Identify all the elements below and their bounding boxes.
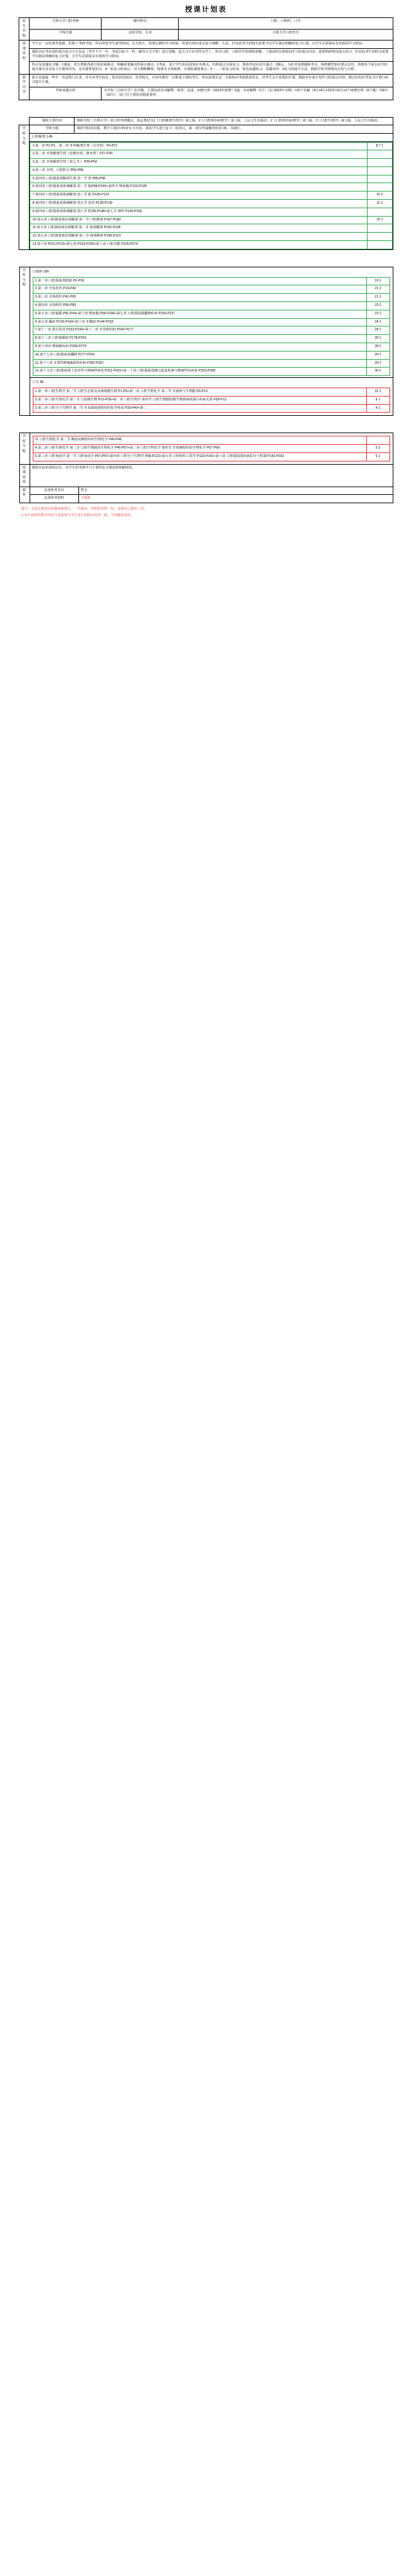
cell-effect-text: 课程目标形成知识点，对学生的考研学习主要的复习情况和理解情况。: [30, 464, 393, 487]
label-course-main: 课程主要内容: [30, 117, 75, 125]
plan-item-hours: [367, 183, 392, 192]
plan-item-text: 7.第四章 口腔颌面部系统解剖 第三节 肌 P105-P123: [30, 192, 367, 200]
list-item: [33, 285, 390, 294]
plan-list-histology: [33, 277, 390, 377]
row-label-content: 教 学 内 容: [19, 74, 30, 100]
plan-list-biology-cont: [33, 436, 390, 461]
list-item: [30, 192, 392, 200]
section-title-histology: 口组病 16h: [32, 269, 49, 274]
list-item: [30, 150, 392, 159]
list-item: [33, 436, 390, 445]
content-table-2: [19, 267, 393, 416]
sheet-3: [0, 267, 412, 416]
header-table: [19, 17, 393, 100]
plan-item-text: 2.第二章 牙体发育 P19-P40: [33, 285, 366, 294]
label-required-books: 必备参考书目: [30, 487, 78, 495]
table-row: [19, 514, 393, 520]
value-required-materials: 习题集: [78, 495, 393, 503]
plan-item-hours: [367, 150, 392, 159]
list-item: [33, 310, 390, 318]
row-label-alloc-3: 学 时 分 配: [19, 433, 30, 464]
plan-item-hours: [367, 159, 392, 167]
table-row: [19, 87, 393, 100]
list-item: [30, 200, 392, 208]
plan-item-text: 12.第五章 口腔颌面部局部解剖 第三节 颌部解剖 P196-P210: [30, 233, 367, 241]
table-row: [19, 74, 393, 87]
cell-subject-label: 辅导科目: [102, 18, 179, 30]
label-required-materials: 必备参考资料: [30, 495, 78, 503]
cell-exam-analysis-text: 本学校（吉林大学）近年题，主要包括名词解释、简答、论述。病例分析（2023年新增）5道，名词解释（5个）(以 2023年为例）×15个名解（4分+4分+简答×10分+2个病例分析（8个题）×30分（10分），每门共主要的真题重要率。: [102, 87, 393, 100]
sheet-2: [0, 117, 412, 250]
list-item: [30, 175, 392, 183]
list-item: [33, 302, 390, 310]
list-item: [30, 166, 392, 175]
table-row: [19, 495, 393, 503]
plan-item-hours: [367, 166, 392, 175]
plan-item-hours: 19 1: [366, 277, 390, 285]
plan-item-text: 1.第一章 P1-P1、第二章 牙体解剖生理（尖牙组）P4-P27: [30, 142, 367, 150]
plan-item-hours: [367, 175, 392, 183]
plan-item-hours: [367, 208, 392, 216]
cell-desc-1: 学生在一定的备考基础、但除了考研学校，所以回复考生备考时间，压力较大。需要足够的学习时间，需要有谈好重点复习策略、方法，针对此考生的特点需要予以学生制定明确的复习计划，且学生必须保证有充裕的学习时间。: [30, 40, 393, 49]
list-item: [30, 159, 392, 167]
table-row: [19, 267, 393, 377]
plan-item-hours: 15 1: [367, 216, 392, 224]
section-title-biology: 口生 8h: [32, 380, 44, 385]
cell-school: 吉林大学口腔考研: [30, 18, 102, 30]
plan-item-hours: [367, 224, 392, 233]
plan-item-hours: 24 1: [366, 318, 390, 326]
list-item: [30, 224, 392, 233]
list-item: [30, 233, 392, 241]
plan-item-hours: [366, 436, 390, 445]
page-title: 授课计划表: [185, 6, 227, 13]
list-item: [33, 388, 390, 397]
cell-major-label: 适用学校、专业: [102, 29, 179, 40]
footer-note-1: 提示：1.此计划表由招课老师填写，一式两份，经机构审核一份，老师自己保存一份。: [21, 506, 148, 511]
cell-desc-3: 特点及真题复习题：1课前，充分把握各部分知识重难点，明确需要解决的重点难点；2考前，基于学生的高效知识有难点，归纳重点全面复习，帮助考试应试并通过；3课后，为针对易错题和考点，围绕题型知识要点总结，找到各个重点章节的重点难点及其复习方案的内容，及对重要知识点、4一轮复习结束后，对大纲和概要，将课本全部梳理，自我检测重难点；5一、三轮复习结束，要也真题练习，真题串讲；6复习的提升方法，根据学校考核情况总结与分析。: [30, 61, 393, 74]
table-row: [19, 133, 393, 141]
list-item: [33, 404, 390, 413]
plan-item-text: 7.第十一章 根尖周炎 P153-P159+第十二章 牙周组织病 P160-P177: [33, 326, 366, 335]
plan-item-text: 1.第一章 口腔颌面部胚胎 P2-P18: [33, 277, 366, 285]
list-item: [33, 396, 390, 404]
cell-mode: 介线学视: [30, 29, 102, 40]
list-item: [33, 343, 390, 352]
list-item: [33, 359, 390, 368]
plan-item-text: 9.第十四章 唾液腺疾病 P234-P276: [33, 343, 366, 352]
cell-major-value: 吉林大学口腔医学: [179, 29, 393, 40]
cell-section-title-anatomy: 口腔解剖 1-8h: [30, 133, 393, 141]
plan-item-text: 11.第十八章 牙源性肿瘤&颌骨疾病 P292-P310: [33, 359, 366, 368]
plan-item-hours: [367, 241, 392, 249]
plan-item-hours: 23 2: [366, 302, 390, 310]
list-item: [30, 216, 392, 224]
table-row: [19, 141, 393, 249]
table-row: [19, 487, 393, 495]
cell-biology-block: [30, 378, 393, 416]
list-item: [33, 326, 390, 335]
table-row: [19, 117, 393, 125]
list-item: [30, 241, 392, 249]
table-row: [19, 464, 393, 487]
plan-item-hours: 21 2: [366, 294, 390, 302]
sheet-4: [0, 433, 412, 519]
cell-alloc-text: 课时学时的有限，教学主要针对5章实习为业，要求学生进行复习（每单元、第二部分答疑解答时段 3h，共4张）。: [75, 125, 393, 134]
list-item: [33, 368, 390, 376]
plan-list-anatomy: [30, 142, 392, 249]
table-row: [19, 48, 393, 61]
plan-item-text: 6.第四章 口腔颌面部系统解剖 第二节 肌P98-P105+第四节 唾液腺 P123-P128: [30, 183, 367, 192]
cell-desc-2: 课程以应考应试的重点复习与五步法（考生不不一年、考试目标不一样，辅导方式不同）进行讲解，此方式不针对性无学上，所有口腔、口腔医学的课程讲解，上课前的有效时间学习的重点内容，需要科研资讯重点讲习，针对此考生的特点需要予以制定明确的复习计划，且学生必须保证有效的学习时间。: [30, 48, 393, 61]
table-row: [19, 506, 393, 514]
document-page: [0, 0, 412, 519]
list-item: [33, 453, 390, 461]
list-item: [30, 142, 392, 150]
plan-item-text: 11.第五章 口腔颌面部局部解剖 第二节 面部解剖 P182-P196: [30, 224, 367, 233]
plan-item-hours: 31 1: [366, 388, 390, 397]
plan-item-hours: 29 1: [366, 359, 390, 368]
row-label-alloc: 学 时 分 配: [19, 125, 30, 249]
plan-item-text: 8.第十三章 口腔黏膜病 P178-P202: [33, 335, 366, 343]
plan-item-hours: 24 1: [366, 326, 390, 335]
row-label-alloc-2: 学 时 分 配: [19, 267, 30, 416]
plan-item-text: 10.第五章 口腔颌面部局部解剖 第一节 口腔解剖 P167-P182: [30, 216, 367, 224]
value-required-books: 暂无: [78, 487, 393, 495]
cell-biology-cont: [30, 433, 393, 464]
sheet-1: [0, 0, 412, 100]
content-table: [19, 117, 393, 250]
list-item: [33, 445, 390, 453]
plan-item-text: 2.第一章 口腔生物化学 第三节 口腔微生物 P10-P26+第一章 口腔生物学 第四节 口腔生物膜的微生物致病机制与疾病关系 P26-P12: [33, 396, 366, 404]
list-item: [33, 294, 390, 302]
list-item: [33, 277, 390, 285]
plan-item-text: 10.第十七章 口腔颌面部囊肿 P277-P291: [33, 351, 366, 359]
row-label-recruit: 招 生 名 称: [19, 18, 30, 40]
plan-item-hours: 23 1: [366, 310, 390, 318]
plan-item-hours: [367, 233, 392, 241]
plan-item-hours: 10 2: [367, 192, 392, 200]
plan-item-hours: 28 2: [366, 343, 390, 352]
list-item: [33, 318, 390, 326]
cell-subject-value: 口腔、口组织、口生: [179, 18, 393, 30]
plan-item-text: 5.第五章 口腔黏膜 P81-P93+第六章 唾液腺 P94-P106+第七章 口腔颌面部囊肿疾病 P203-P227: [33, 310, 366, 318]
table-row: [19, 40, 393, 49]
plan-item-hours: 21 2: [366, 285, 390, 294]
plan-item-hours: 4 1: [366, 404, 390, 413]
plan-item-text: 6.第九章 龋病 P126-P143+第十章 牙髓病 P144-P152: [33, 318, 366, 326]
plan-item-hours: 11 1: [367, 200, 392, 208]
plan-item-text: 4.第二章 口腔生物化学 第三节 口腔生物膜的生物化学 P46-P57+第二章 口腔生物化学 第四节 牙体硬组织的生物化学 P57-P66: [33, 445, 366, 453]
footer-note-2: 2.本计划表的教学内容与进度要与学生签订的协议内容一致，不得随意更改。: [21, 513, 134, 517]
content-table-3: [19, 433, 393, 503]
page-gap: [0, 250, 412, 267]
row-label-effect: 授 课 效 果: [19, 464, 30, 487]
table-row: [19, 61, 393, 74]
table-row: [19, 433, 393, 464]
cell-exam-analysis-label: 考研真题分析: [30, 87, 102, 100]
plan-item-text: 3.第三章 牙体组织 P41-P65: [33, 294, 366, 302]
plan-item-text: 9.第四章 口腔颌面部系统解剖 第六节 P139-P148+第七节 神经 P149-P166: [30, 208, 367, 216]
cell-histology-block: [30, 267, 393, 377]
list-item: [33, 335, 390, 343]
plan-item-hours: 30 1: [366, 368, 390, 376]
page-gap: [0, 416, 412, 433]
plan-item-text: 13.第六章 P211-P215+第七章 P216-P225+第八章 口腔功能 P226-P274: [30, 241, 367, 249]
footer-notes: [19, 506, 393, 519]
cell-goal: 此专业最强一些年一直是热门专业，本专业考生较多，报名状况较高，竞争较大，且每年都有一定数量上线的考生，所以需要在这一方面较高考取准备充足，对考生点不需要的计划，根据本年度计划学习的重点内容，制定好的应考复习计划与综合提升方案。: [30, 74, 393, 87]
table-row: [19, 29, 393, 40]
plan-list-biology: [33, 388, 390, 413]
plan-item-text: 章 口腔生物化学 第二节 唾液及硬组织的生物化学 P40-P46: [33, 436, 366, 445]
plan-item-hours: 8.7 1: [367, 142, 392, 150]
page-gap: [0, 100, 412, 117]
plan-item-text: 12.第十九章 口腔颌面部上皮异常与肿瘤样病变 P311-P322+第二十章 口腔颌面部淋巴造血系统与肿瘤性疾病变 P323-P339: [33, 368, 366, 376]
plan-item-hours: 6 1: [366, 453, 390, 461]
plan-item-hours: 29 1: [366, 351, 390, 359]
table-row: [19, 378, 393, 416]
list-item: [30, 183, 392, 192]
plan-item-text: 2.第二章 牙体解剖生理（前磨牙组、磨牙组）P27-P39: [30, 150, 367, 159]
label-alloc: 学时分配: [30, 125, 75, 134]
plan-item-text: 3.第二章 口腔分子生物学 第一节 牙及颌面部组织的化学组成 P33-P40+第二、: [33, 404, 366, 413]
table-row: [19, 18, 393, 30]
plan-item-text: 1.第一章 口腔生物学 第一节 口腔生态系及其菌斑微生物 P1-P6+第一章 口腔生物化学 第二节 牙菌斑与生物膜 P6-P10: [33, 388, 366, 397]
row-label-materials: 教 材: [19, 487, 30, 503]
plan-item-text: 3.第二章 牙体解剖生理（第七节-）P39-P64: [30, 159, 367, 167]
plan-item-text: 5.第四章 口腔颌面部解剖生理 第一节 骨 P85-P98: [30, 175, 367, 183]
list-item: [30, 208, 392, 216]
table-row: [19, 125, 393, 134]
row-label-desc: 授 课 说 明: [19, 40, 30, 75]
cell-course-main-text: 课程学校（吉林大学）的口腔考研题目，指定教材为1《口腔解剖生理学》第七版、2《口腔组织病理学》第八版，人民卫生出版社；2《口腔组织病理学》第八版、3《口腔生理学》第五版，人民卫生出版社。: [75, 117, 393, 125]
plan-item-text: 5.第三章 口腔免疫学 第一节 口腔免疫学 P67-P97+第四章 口腔分子生物学 P98-P122+第五章 口腔组织工程学 P123-P141+第六章 口腔颌面部疾病的分子机制 P142-P162: [33, 453, 366, 461]
plan-item-hours: 9 1: [366, 396, 390, 404]
plan-item-text: 4.第四章 牙周组织 P66-P80: [33, 302, 366, 310]
plan-item-text: 4.第三章 牙列、口腔腔合 P65-P84: [30, 166, 367, 175]
plan-item-hours: 5 2: [366, 445, 390, 453]
plan-item-text: 8.第四章 口腔颌面部系统解剖 第五节 血管 P128-P139: [30, 200, 367, 208]
plan-item-hours: 26 1: [366, 335, 390, 343]
list-item: [33, 351, 390, 359]
